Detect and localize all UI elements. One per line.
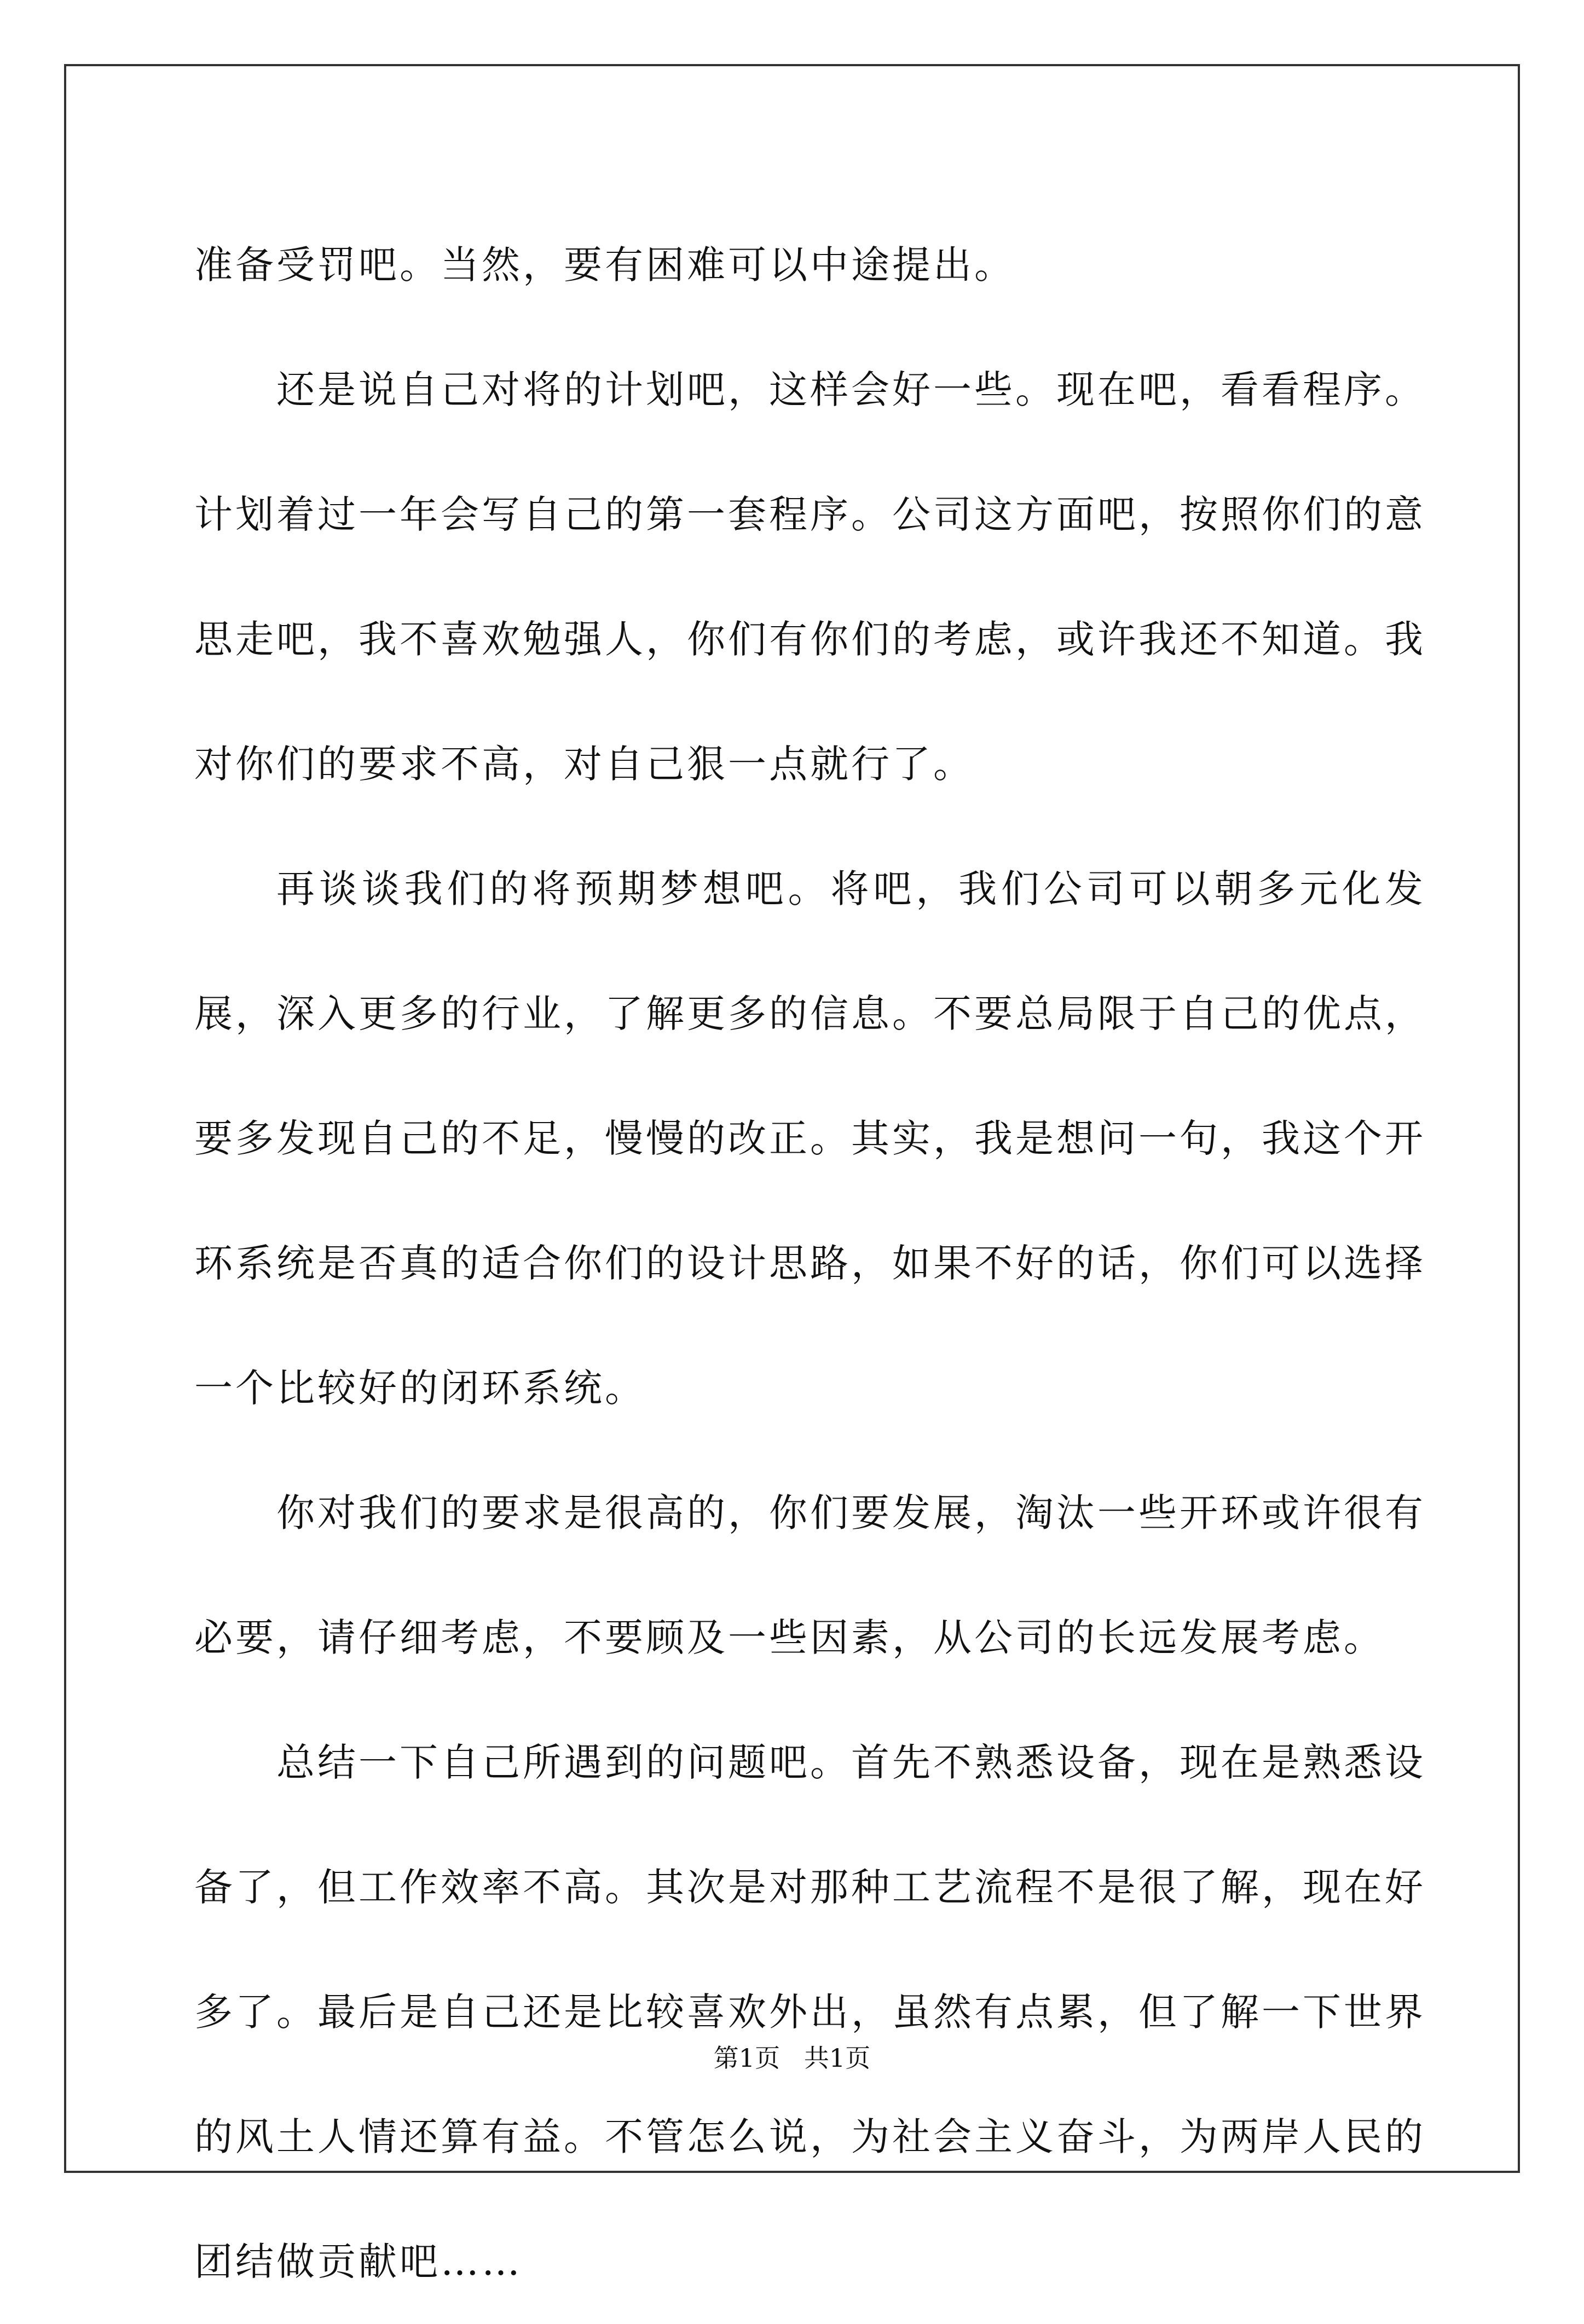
paragraph-4: 你对我们的要求是很高的，你们要发展，淘汰一些开环或许很有必要，请仔细考虑，不要顾及一些因素，从公司的长远发展考虑。	[194, 1490, 1426, 1660]
document-body	[194, 203, 1426, 2324]
paragraph-5: 总结一下自己所遇到的问题吧。首先不熟悉设备，现在是熟悉设备了，但工作效率不高。其次是对那种工艺流程不是很了解，现在好多了。最后是自己还是比较喜欢外出，虽然有点累，但了解一下世界的风土人情还算有益。不管怎么说，为社会主义奋斗，为两岸人民的团结做贡献吧……	[194, 1740, 1426, 2284]
page-footer: 第1页 共1页	[713, 2043, 871, 2073]
paragraph-3: 再谈谈我们的将预期梦想吧。将吧，我们公司可以朝多元化发展，深入更多的行业，了解更多的信息。不要总局限于自己的优点，要多发现自己的不足，慢慢的改正。其实，我是想问一句，我这个开环系统是否真的适合你们的设计思路，如果不好的话，你们可以选择一个比较好的闭环系统。	[194, 866, 1426, 1410]
paragraph-2: 还是说自己对将的计划吧，这样会好一些。现在吧，看看程序。计划着过一年会写自己的第一套程序。公司这方面吧，按照你们的意思走吧，我不喜欢勉强人，你们有你们的考虑，或许我还不知道。我对你们的要求不高，对自己狠一点就行了。	[194, 367, 1426, 787]
paragraph-1: 准备受罚吧。当然，要有困难可以中途提出。	[194, 242, 1015, 287]
